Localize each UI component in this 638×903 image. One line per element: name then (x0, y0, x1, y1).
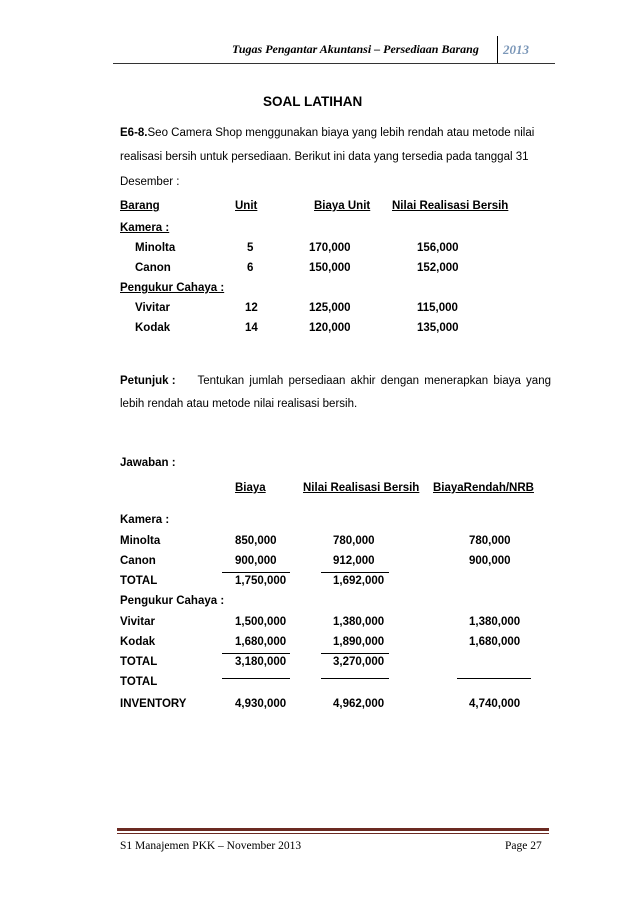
answer-row-nrv: 1,890,000 (333, 636, 385, 648)
answer-header-biaya: Biaya (235, 482, 266, 494)
answer-inventory-name: INVENTORY (120, 698, 187, 710)
hint-line-1 (120, 375, 551, 387)
t1-row-nrv: 156,000 (417, 242, 459, 254)
t1-row-name: Vivitar (135, 302, 170, 314)
hint-label: Petunjuk : (120, 375, 176, 387)
answer-row-nrv: 912,000 (333, 555, 375, 567)
t1-row-cost: 125,000 (309, 302, 351, 314)
hint-line-2: lebih rendah atau metode nilai realisasi bersih. (120, 398, 358, 410)
problem-code: E6-8. (120, 127, 148, 139)
answer-row-cost: 1,500,000 (235, 616, 287, 628)
t1-header-barang: Barang (120, 200, 160, 212)
problem-line-1 (120, 127, 534, 139)
header-year: 2013 (503, 42, 529, 57)
answer-inventory-cost: 4,930,000 (235, 698, 287, 710)
problem-line-2: realisasi bersih untuk persediaan. Berikut ini data yang tersedia pada tanggal 31 (120, 151, 529, 163)
total-rule (222, 678, 290, 679)
header-title: Tugas Pengantar Akuntansi – Persediaan Barang (232, 42, 479, 56)
answer-row-nrv: 1,380,000 (333, 616, 385, 628)
total-rule (222, 653, 290, 654)
answer-group-kamera: Kamera : (120, 514, 170, 526)
t1-row-name: Kodak (135, 322, 171, 334)
total-rule (321, 678, 389, 679)
t1-group-pengukur: Pengukur Cahaya : (120, 282, 225, 294)
answer-header-lcnrv: BiayaRendah/NRB (433, 482, 534, 494)
t1-header-biaya-unit: Biaya Unit (314, 200, 371, 212)
page-title: SOAL LATIHAN (263, 94, 363, 109)
t1-header-nrv: Nilai Realisasi Bersih (392, 200, 509, 212)
answer-group-pengukur: Pengukur Cahaya : (120, 595, 225, 607)
answer-row-nrv: 780,000 (333, 535, 375, 547)
problem-line-3: Desember : (120, 176, 180, 188)
answer-row-cost: 1,680,000 (235, 636, 287, 648)
footer-rule (117, 828, 549, 831)
answer-row-name: Canon (120, 555, 156, 567)
problem-text-1: Seo Camera Shop menggunakan biaya yang lebih rendah atau metode nilai (147, 127, 535, 139)
t1-row-nrv: 115,000 (417, 302, 458, 314)
answer-row-lcnrv: 1,680,000 (469, 636, 521, 648)
t1-row-cost: 170,000 (309, 242, 351, 254)
t1-row-name: Canon (135, 262, 171, 274)
answer-row-lcnrv: 1,380,000 (469, 616, 521, 628)
footer-rule-thin (117, 833, 549, 834)
t1-header-unit: Unit (235, 200, 258, 212)
t1-group-kamera: Kamera : (120, 222, 170, 234)
total-rule (457, 678, 531, 679)
total-rule (321, 572, 389, 573)
answer-inventory-lcnrv: 4,740,000 (469, 698, 521, 710)
total-rule (222, 572, 290, 573)
answer-total-nrv: 1,692,000 (333, 575, 385, 587)
answer-row-lcnrv: 780,000 (469, 535, 511, 547)
answer-row-cost: 900,000 (235, 555, 277, 567)
answer-header-nrv: Nilai Realisasi Bersih (303, 482, 420, 494)
t1-row-nrv: 152,000 (417, 262, 459, 274)
answer-inventory-nrv: 4,962,000 (333, 698, 385, 710)
t1-row-unit: 5 (247, 242, 254, 254)
answer-total-nrv: 3,270,000 (333, 656, 385, 668)
total-rule (321, 653, 389, 654)
header-rule (113, 63, 555, 64)
answer-row-name: Vivitar (120, 616, 155, 628)
header-divider (497, 36, 498, 64)
answer-row-name: Kodak (120, 636, 156, 648)
answer-row-name: Minolta (120, 535, 161, 547)
t1-row-cost: 120,000 (309, 322, 351, 334)
answer-total-cost: 3,180,000 (235, 656, 287, 668)
answer-label: Jawaban : (120, 457, 176, 469)
answer-total-name: TOTAL (120, 575, 158, 587)
answer-total-cost: 1,750,000 (235, 575, 287, 587)
t1-row-name: Minolta (135, 242, 176, 254)
hint-text-1: Tentukan jumlah persediaan akhir dengan menerapkan biaya yang (197, 375, 551, 387)
footer-left: S1 Manajemen PKK – November 2013 (120, 840, 302, 852)
answer-total-name: TOTAL (120, 676, 158, 688)
t1-row-nrv: 135,000 (417, 322, 459, 334)
t1-row-unit: 14 (245, 322, 258, 334)
t1-row-cost: 150,000 (309, 262, 351, 274)
t1-row-unit: 12 (245, 302, 258, 314)
answer-row-lcnrv: 900,000 (469, 555, 511, 567)
answer-total-name: TOTAL (120, 656, 158, 668)
t1-row-unit: 6 (247, 262, 254, 274)
answer-row-cost: 850,000 (235, 535, 277, 547)
footer-page: Page 27 (505, 840, 542, 852)
